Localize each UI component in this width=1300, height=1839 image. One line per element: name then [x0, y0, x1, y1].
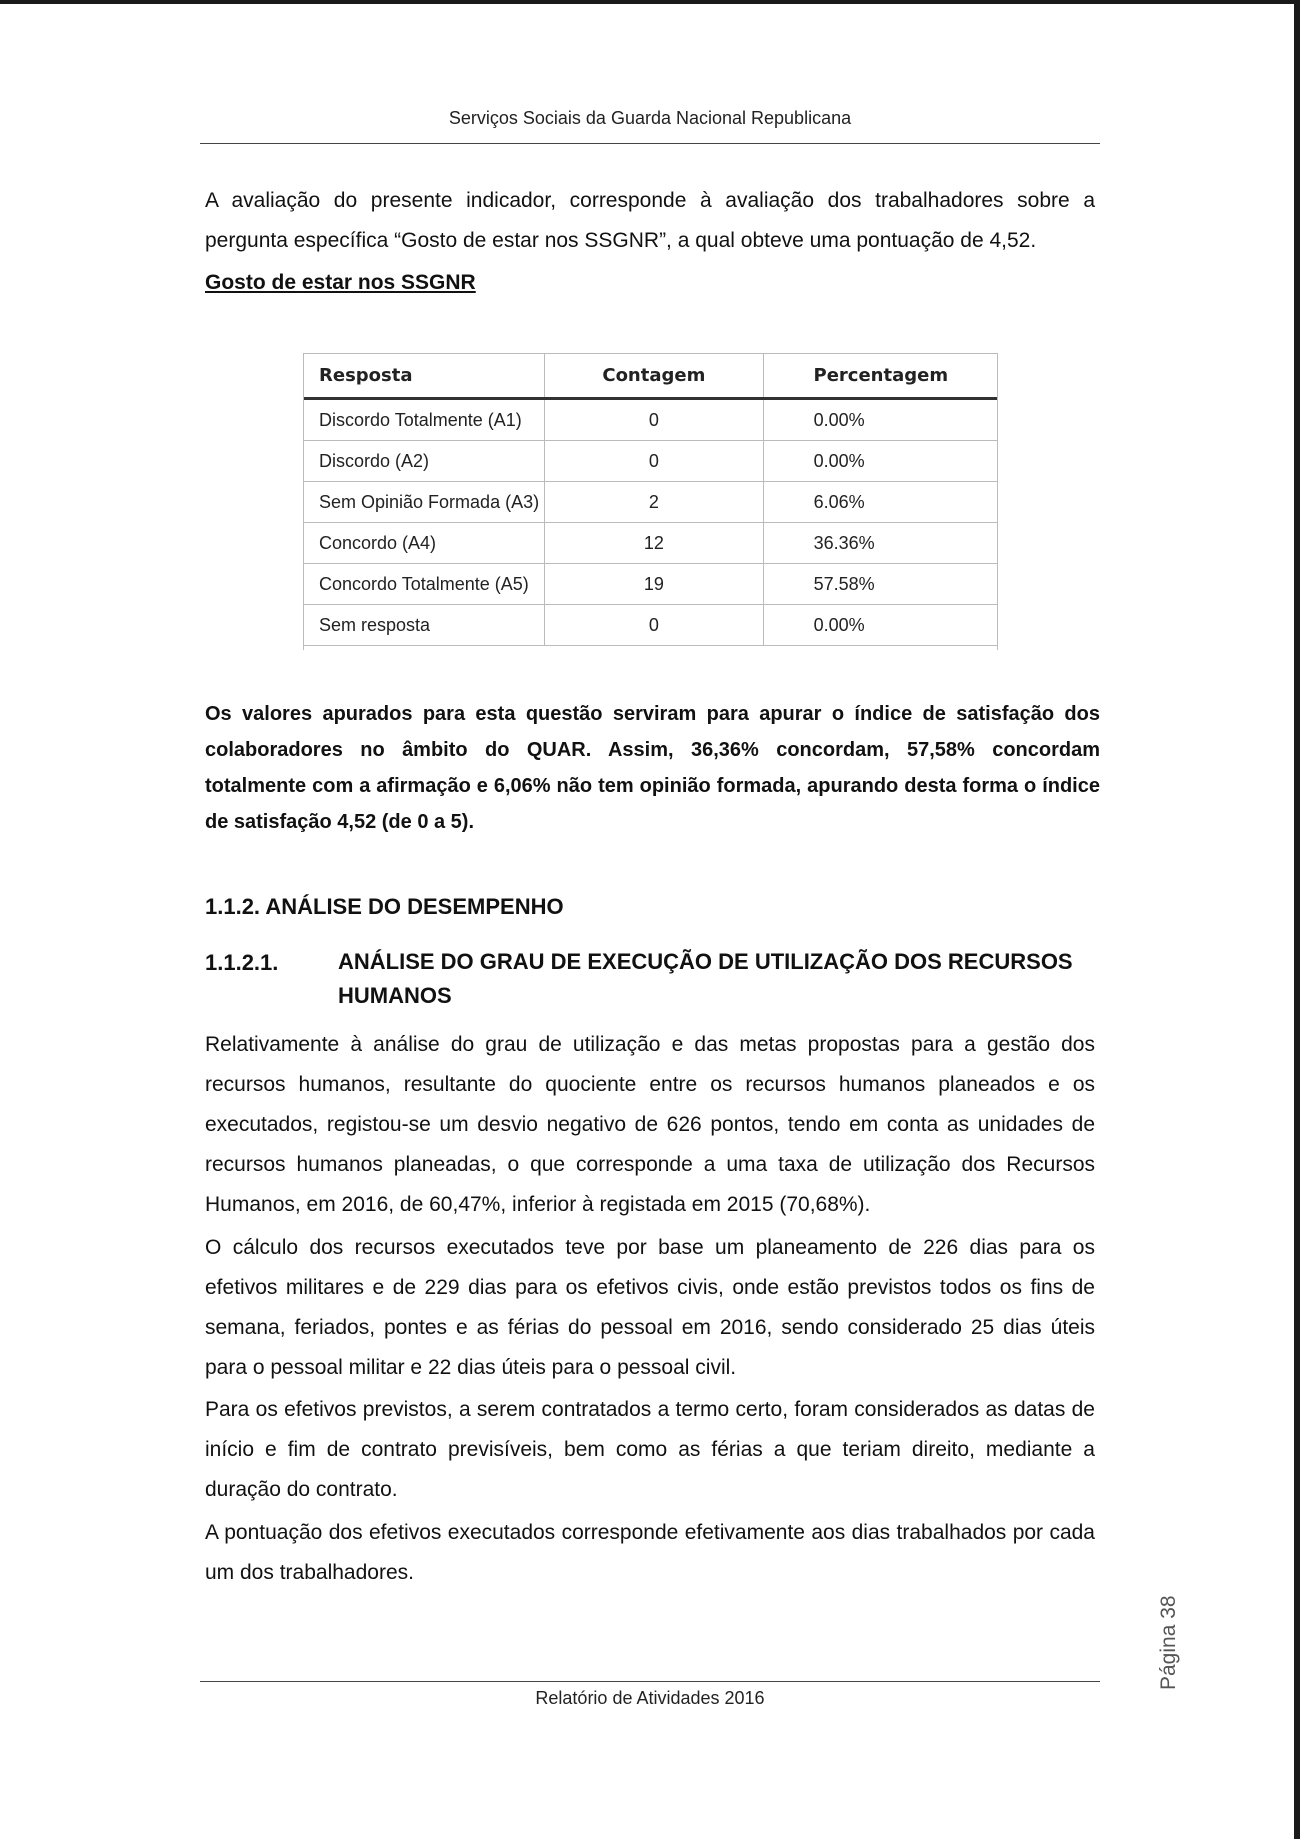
table-row — [303, 605, 998, 646]
subsection-title: ANÁLISE DO GRAU DE EXECUÇÃO DE UTILIZAÇÃO DOS RECURSOS HUMANOS — [338, 949, 1073, 1008]
table-title: Gosto de estar nos SSGNR — [205, 271, 476, 294]
table-row — [303, 399, 998, 441]
page-footer: Relatório de Atividades 2016 — [535, 1688, 765, 1708]
response-table — [303, 353, 998, 646]
column-header-percentagem: Percentagem — [763, 353, 998, 399]
table-row — [303, 564, 998, 605]
table-border-top — [303, 353, 998, 354]
header-rule — [200, 143, 1100, 144]
cell-percentagem: 36.36% — [763, 523, 998, 564]
page-header: Serviços Sociais da Guarda Nacional Republicana — [448, 108, 852, 128]
table-row — [303, 482, 998, 523]
cell-resposta: Concordo (A4) — [303, 523, 545, 564]
cell-contagem: 0 — [545, 399, 763, 441]
table-border-left — [303, 353, 304, 650]
cell-percentagem: 57.58% — [763, 564, 998, 605]
table-border-right — [997, 353, 998, 650]
column-header-resposta: Resposta — [303, 353, 545, 399]
subsection-number: 1.1.2.1. — [205, 950, 279, 975]
footer-rule — [200, 1681, 1100, 1682]
summary-paragraph: Os valores apurados para esta questão serviram para apurar o índice de satisfação dos colaboradores no âmbito do QUAR. Assim, 36,36% concordam, 57,58% concordam totalmente com a afirmação e 6,06% não tem opinião formada, apurando desta forma o índice de satisfação 4,52 (de 0 a 5). — [205, 703, 1100, 833]
section-heading: 1.1.2. ANÁLISE DO DESEMPENHO — [205, 894, 564, 919]
body-paragraph-3: Para os efetivos previstos, a serem contratados a termo certo, foram considerados as datas de início e fim de contrato previsíveis, bem como as férias a que teriam direito, mediante a duração do contrato. — [205, 1398, 1095, 1501]
page-border-right — [1294, 0, 1300, 1839]
cell-resposta: Sem Opinião Formada (A3) — [303, 482, 545, 523]
cell-resposta: Concordo Totalmente (A5) — [303, 564, 545, 605]
table-row — [303, 523, 998, 564]
body-paragraph-1: Relativamente à análise do grau de utilização e das metas propostas para a gestão dos recursos humanos, resultante do quociente entre os recursos humanos planeados e os executados, registou-se um desvio negativo de 626 pontos, tendo em conta as unidades de recursos humanos planeadas, o que corresponde a uma taxa de utilização dos Recursos Humanos, em 2016, de 60,47%, inferior à registada em 2015 (70,68%). — [205, 1033, 1095, 1216]
body-paragraph-4: A pontuação dos efetivos executados corresponde efetivamente aos dias trabalhados por cada um dos trabalhadores. — [205, 1521, 1095, 1584]
cell-percentagem: 0.00% — [763, 605, 998, 646]
cell-contagem: 12 — [545, 523, 763, 564]
page-number: Página 38 — [1157, 1595, 1180, 1690]
cell-contagem: 2 — [545, 482, 763, 523]
intro-paragraph: A avaliação do presente indicador, corresponde à avaliação dos trabalhadores sobre a pergunta específica “Gosto de estar nos SSGNR”, a qual obteve uma pontuação de 4,52. — [205, 189, 1095, 252]
cell-contagem: 0 — [545, 605, 763, 646]
cell-percentagem: 6.06% — [763, 482, 998, 523]
column-header-contagem: Contagem — [545, 353, 763, 399]
cell-resposta: Discordo (A2) — [303, 441, 545, 482]
body-paragraph-2: O cálculo dos recursos executados teve por base um planeamento de 226 dias para os efetivos militares e de 229 dias para os efetivos civis, onde estão previstos todos os fins de semana, feriados, pontes e as férias do pessoal em 2016, sendo considerado 25 dias úteis para o pessoal militar e 22 dias úteis para o pessoal civil. — [205, 1236, 1095, 1379]
table-header-row — [303, 353, 998, 399]
cell-percentagem: 0.00% — [763, 441, 998, 482]
cell-percentagem: 0.00% — [763, 399, 998, 441]
cell-contagem: 19 — [545, 564, 763, 605]
cell-contagem: 0 — [545, 441, 763, 482]
cell-resposta: Sem resposta — [303, 605, 545, 646]
table-row — [303, 441, 998, 482]
page-border-top — [0, 0, 1300, 4]
cell-resposta: Discordo Totalmente (A1) — [303, 399, 545, 441]
